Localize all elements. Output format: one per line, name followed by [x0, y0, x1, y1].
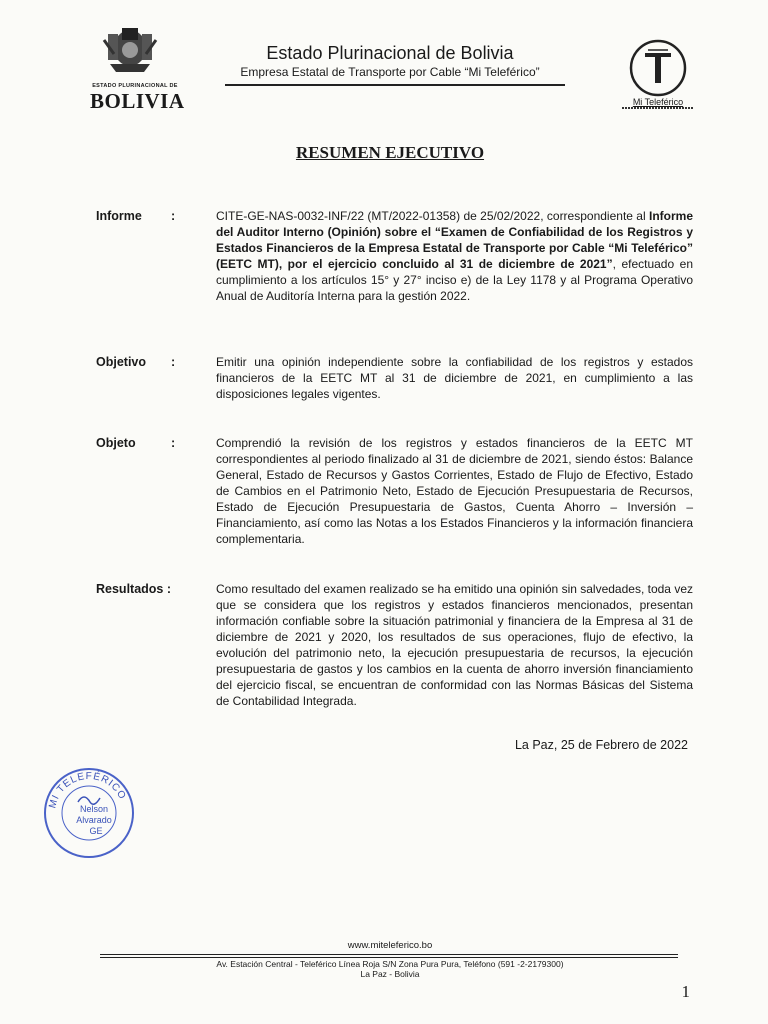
page-number: 1	[681, 982, 690, 1001]
logo-tagline	[622, 107, 694, 109]
emblem-name: BOLIVIA	[90, 89, 185, 113]
objetivo-label: Objetivo	[96, 355, 147, 369]
stamp-initials: GE	[89, 826, 103, 836]
objeto-colon: :	[171, 436, 176, 450]
header-subtitle: Empresa Estatal de Transporte por Cable “Mi Teleférico”	[240, 65, 540, 79]
footer-divider-thin	[100, 957, 678, 958]
informe-text-part3: , efectuado en cumplimiento a los artículos 15° y 27° inciso e) de la Ley 1178 y al Programa Operativo Anual de Auditoría Interna para la gestión 2022.	[216, 257, 694, 303]
objeto-text: Comprendió la revisión de los registros y estados financieros de la EETC MT correspondientes al periodo finalizado al 31 de diciembre de 2021, siendo éstos: Balance General, Estado de Recursos y Gastos Corrientes, Estado de Flujo de Efectivo, Estado de Cambios en el Patrimonio Neto, Estado de Ejecución Presupuestaria de Recursos, Estado de Ejecución Presupuestaria de Gastos, Cuenta Ahorro – Inversión – Financiamiento, así como las Notas a los Estados Financieros y la información financiera complementaria.	[216, 436, 693, 546]
mi-teleferico-logo-icon	[628, 38, 688, 98]
stamp-name-first: Nelson	[79, 804, 109, 814]
objeto-label: Objeto	[96, 436, 136, 450]
footer-divider	[100, 954, 678, 955]
footer-website: www.miteleferico.bo	[347, 940, 433, 951]
emblem-top-text: ESTADO PLURINACIONAL DE	[92, 83, 178, 89]
stamp-name-last: Alvarado	[76, 815, 112, 825]
resultados-label: Resultados :	[96, 582, 172, 596]
objetivo-text: Emitir una opinión independiente sobre la confiabilidad de los registros y estados financieros de la EETC MT al 31 de diciembre de 2021, en cumplimiento a las disposiciones legales vigentes.	[216, 355, 693, 401]
informe-colon: :	[171, 209, 176, 223]
objetivo-colon: :	[171, 355, 176, 369]
informe-label: Informe	[96, 209, 142, 223]
header-divider	[225, 84, 565, 86]
logo-text: Mi Teleférico	[632, 97, 684, 107]
resultados-text: Como resultado del examen realizado se ha emitido una opinión sin salvedades, toda vez que se considera que los registros y estados financieros mencionados, presentan información confiable sobre la situación patrimonial y financiera de la Empresa al 31 de diciembre de 2021 y 2020, los resultados de sus operaciones, flujo de efectivo, la evolución del patrimonio neto, la ejecución presupuestaria de recursos, la ejecución presupuestaria de gastos y los cambios en la cuenta de ahorro inversión financiamiento del ejercicio fiscal, se encuentran de conformidad con las Normas Básicas del Sistema de Contabilidad Integrada.	[216, 582, 693, 708]
informe-text	[216, 208, 693, 304]
bolivia-coat-of-arms-icon	[100, 20, 160, 76]
document-title: RESUMEN EJECUTIVO	[295, 143, 485, 162]
stamp-ring-text: MI TELEFÉRICO	[47, 770, 128, 810]
header-title: Estado Plurinacional de Bolivia	[266, 43, 514, 63]
informe-text-bold: Informe del Auditor Interno (Opinión) sobre el “Examen de Confiabilidad de los Registros y Estados Financieros de la Empresa Estatal de Transporte por Cable “Mi Teleférico” (EETC MT), por el ejercicio concluido al 31 de diciembre de 2021”	[216, 209, 693, 271]
informe-text-part1: CITE-GE-NAS-0032-INF/22 (MT/2022-01358) de 25/02/2022, correspondiente al	[216, 209, 649, 223]
footer-city: La Paz - Bolivia	[360, 969, 420, 979]
official-stamp	[42, 766, 136, 860]
footer-address: Av. Estación Central - Teleférico Línea Roja S/N Zona Pura Pura, Teléfono (591 -2-2179300)	[216, 959, 564, 969]
date-line: La Paz, 25 de Febrero de 2022	[514, 738, 688, 752]
